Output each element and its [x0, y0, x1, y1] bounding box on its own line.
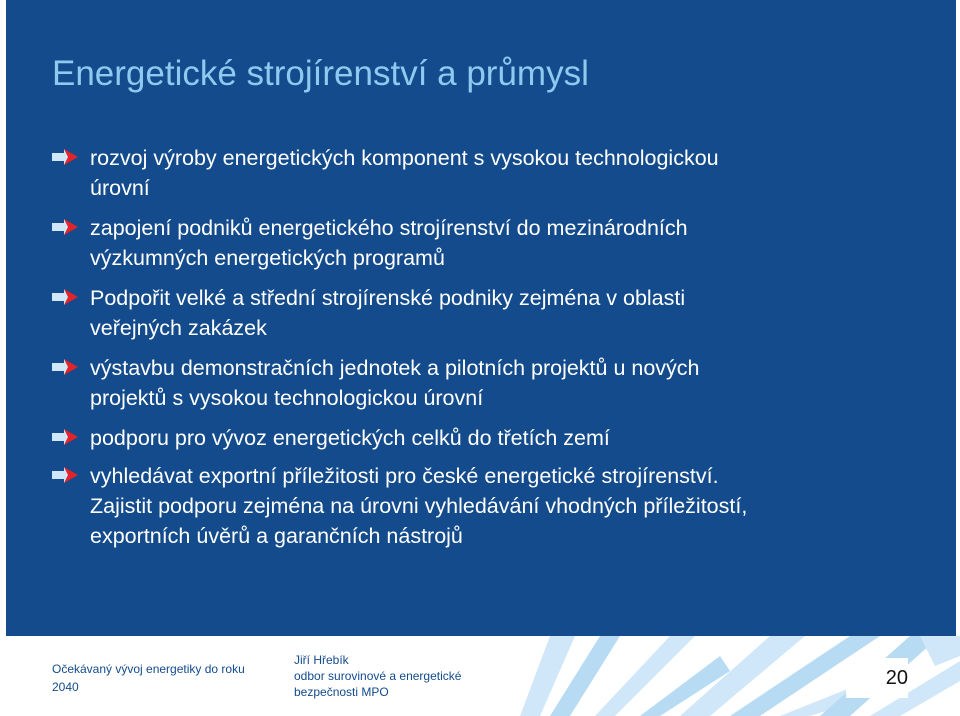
- arrow-bullet-icon: [52, 429, 78, 445]
- bullet-line: úrovní: [90, 176, 150, 200]
- footer-presentation-title: [52, 660, 252, 696]
- bullet-line: zapojení podniků energetického strojírenství do mezinárodních: [90, 216, 688, 240]
- arrow-bullet-icon: [52, 467, 78, 483]
- bullet-line: výzkumných energetických programů: [90, 246, 445, 270]
- footer: [0, 636, 960, 716]
- bullet-line: výstavbu demonstračních jednotek a pilotních projektů u nových: [90, 356, 700, 380]
- bullet-item: [52, 283, 922, 343]
- arrow-bullet-icon: [52, 219, 78, 235]
- bullet-line: Zajistit podporu zejména na úrovni vyhledávání vhodných příležitostí,: [90, 494, 748, 518]
- page-number: 20: [846, 658, 908, 698]
- bullet-line: veřejných zakázek: [90, 316, 267, 340]
- bullet-item: [52, 213, 922, 273]
- bullet-item: [52, 423, 922, 453]
- bullet-line: podporu pro vývoz energetických celků do třetích zemí: [90, 426, 610, 450]
- bullet-line: rozvoj výroby energetických komponent s vysokou technologickou: [90, 146, 719, 170]
- arrow-bullet-icon: [52, 149, 78, 165]
- footer-author-dept: bezpečnosti MPO: [294, 685, 389, 699]
- bullet-line: exportních úvěrů a garančních nástrojů: [90, 524, 463, 548]
- bullet-line: projektů s vysokou technologickou úrovní: [90, 386, 484, 410]
- bullet-line: vyhledávat exportní příležitosti pro české energetické strojírenství.: [90, 464, 719, 488]
- bullet-line: Podpořit velké a střední strojírenské podniky zejména v oblasti: [90, 286, 686, 310]
- bullet-list: [52, 143, 922, 551]
- footer-author-name: Jiří Hřebík: [294, 653, 349, 667]
- footer-author-dept: odbor surovinové a energetické: [294, 669, 462, 683]
- footer-left-line: Očekávaný vývoj energetiky do roku: [52, 662, 245, 676]
- footer-author: [294, 652, 494, 700]
- footer-left-line: 2040: [52, 680, 79, 694]
- bullet-item: [52, 143, 922, 203]
- arrow-bullet-icon: [52, 359, 78, 375]
- slide-title: Energetické strojírenství a průmysl: [52, 54, 589, 93]
- arrow-bullet-icon: [52, 289, 78, 305]
- bullet-item: [52, 353, 922, 413]
- bullet-item: [52, 461, 922, 551]
